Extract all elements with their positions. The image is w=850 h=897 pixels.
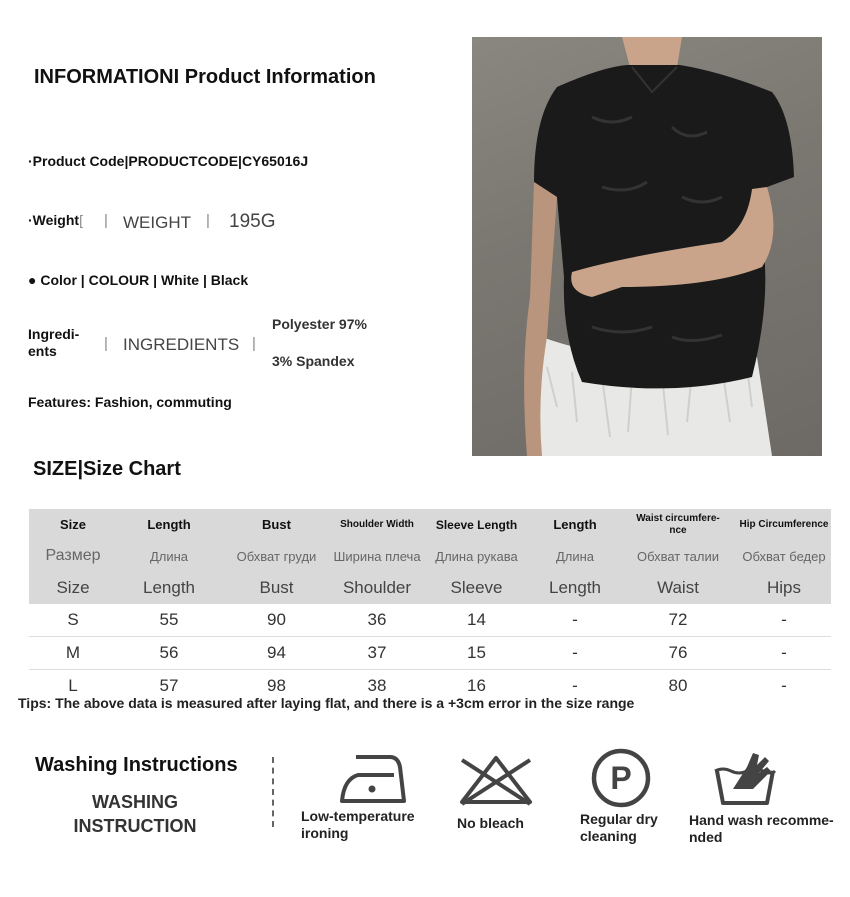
ingredients-value-2: 3% Spandex	[272, 353, 355, 369]
washing-subtitle-line-2: INSTRUCTION	[73, 816, 197, 836]
weight-english: WEIGHT	[123, 213, 191, 232]
weight-row	[28, 212, 83, 228]
washing-title: Washing Instructions	[35, 754, 238, 776]
ingredients-label: Ingredi- ents	[28, 326, 80, 359]
header-cell: Sleeve	[422, 572, 531, 604]
table-cell: 55	[117, 604, 221, 637]
hand-wash-icon	[713, 747, 777, 807]
header-cell: Length	[117, 572, 221, 604]
header-cell: Обхват груди	[221, 540, 332, 572]
header-cell: Hips	[737, 572, 831, 604]
weight-value: 195G	[229, 211, 276, 232]
header-cell: Размер	[29, 540, 117, 572]
table-cell: 72	[619, 604, 737, 637]
table-cell: 37	[332, 637, 422, 670]
ingredients-separator-2: |	[252, 335, 256, 352]
header-cell: Длина	[531, 540, 619, 572]
table-cell: 14	[422, 604, 531, 637]
weight-separator: |	[104, 212, 108, 229]
table-header-short	[29, 572, 831, 604]
header-cell: Size	[29, 572, 117, 604]
table-cell: -	[572, 676, 578, 695]
header-cell: Size	[29, 509, 117, 540]
table-cell: 16	[467, 676, 486, 695]
size-chart-table	[29, 509, 831, 702]
table-cell: 38	[367, 676, 387, 695]
weight-separator-2: |	[206, 212, 210, 229]
weight-mark: [	[79, 212, 83, 228]
header-cell: Waist circumfere- nce	[619, 509, 737, 540]
table-cell: 57	[159, 676, 179, 695]
iron-icon	[338, 753, 408, 807]
table-header-english	[29, 509, 831, 540]
table-cell: 15	[422, 637, 531, 670]
ingredients-separator: |	[104, 335, 108, 352]
header-cell: Ширина плеча	[332, 540, 422, 572]
header-cell: Длина	[117, 540, 221, 572]
header-cell: Shoulder Width	[332, 509, 422, 540]
table-cell: 80	[668, 676, 688, 695]
table-cell: S	[29, 604, 117, 637]
table-cell: 90	[221, 604, 332, 637]
no-bleach-label: No bleach	[457, 815, 524, 831]
header-cell: Обхват талии	[619, 540, 737, 572]
washing-subtitle-line-1: WASHING	[91, 792, 178, 812]
no-bleach-icon	[458, 754, 534, 806]
iron-label: Low-temperature ironing	[301, 808, 415, 841]
size-tips: Tips: The above data is measured after laying flat, and there is a +3cm error in the size range	[18, 695, 635, 711]
table-header-russian	[29, 540, 831, 572]
size-chart-title: SIZE|Size Chart	[33, 458, 181, 480]
weight-label: ·Weight	[28, 212, 80, 228]
page-title: INFORMATIONI Product Information	[34, 66, 376, 88]
product-photo	[472, 37, 822, 456]
ingredients-english: INGREDIENTS	[123, 335, 240, 354]
washing-subtitle	[40, 790, 230, 838]
table-cell: 94	[221, 637, 332, 670]
table-cell: L	[68, 676, 78, 695]
header-cell: Bust	[221, 572, 332, 604]
header-cell: Sleeve Length	[422, 509, 531, 540]
table-cell: -	[737, 637, 831, 670]
table-cell: -	[781, 676, 787, 695]
header-cell: Hip Circumference	[737, 509, 831, 540]
header-cell: Length	[117, 509, 221, 540]
dry-clean-symbol: P	[610, 760, 632, 796]
dry-clean-icon	[590, 747, 652, 809]
header-cell: Length	[531, 509, 619, 540]
table-cell: 56	[117, 637, 221, 670]
table-cell: 76	[619, 637, 737, 670]
table-cell: -	[531, 604, 619, 637]
header-cell: Waist	[619, 572, 737, 604]
color-line: ● Color | COLOUR | White | Black	[28, 272, 249, 288]
ingredients-value-1: Polyester 97%	[272, 316, 367, 332]
header-cell: Length	[531, 572, 619, 604]
table-cell: M	[29, 637, 117, 670]
header-cell: Shoulder	[332, 572, 422, 604]
header-cell: Bust	[221, 509, 332, 540]
table-row	[29, 637, 831, 670]
product-code: ·Product Code|PRODUCTCODE|CY65016J	[28, 153, 309, 169]
table-cell: 98	[267, 676, 286, 695]
header-cell: Длина рукава	[422, 540, 531, 572]
features-line: Features: Fashion, commuting	[28, 394, 232, 410]
hand-wash-label: Hand wash recomme- nded	[689, 812, 834, 845]
table-cell: -	[531, 637, 619, 670]
table-cell: 36	[332, 604, 422, 637]
table-row	[29, 604, 831, 637]
header-cell: Обхват бедер	[737, 540, 831, 572]
table-cell: -	[737, 604, 831, 637]
dry-clean-label: Regular dry cleaning	[580, 811, 658, 844]
divider	[272, 757, 274, 827]
